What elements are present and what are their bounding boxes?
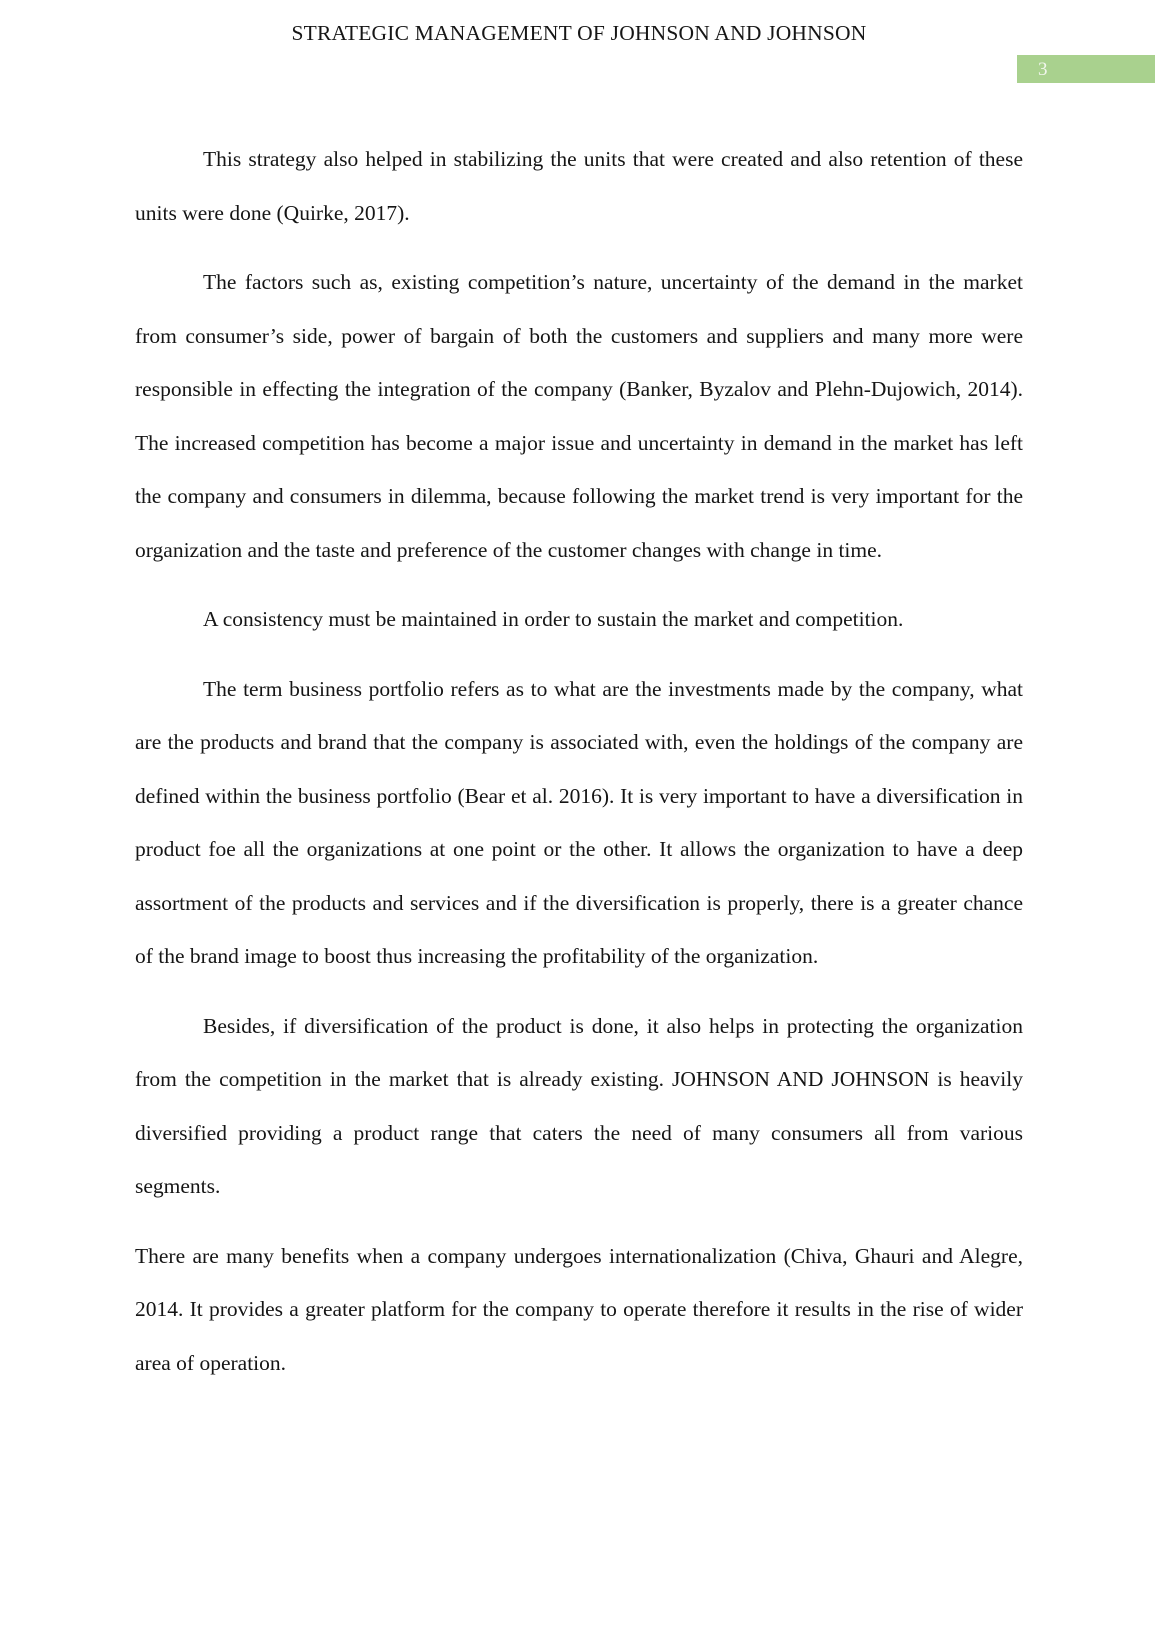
paragraph-1: This strategy also helped in stabilizing the units that were created and also retention of these units were done (Quirke, 2017). — [135, 147, 1023, 225]
page-number-badge — [1017, 55, 1155, 83]
document-body — [135, 133, 1023, 1390]
paragraph-4: The term business portfolio refers as to what are the investments made by the company, what are the products and brand that the company is associated with, even the holdings of the company are defined within the business portfolio (Bear et al. 2016). It is very important to have a diversification in product foe all the organizations at one point or the other. It allows the organization to have a deep assortment of the products and services and if the diversification is properly, there is a greater chance of the brand image to boost thus increasing the profitability of the organization. — [135, 676, 1023, 968]
paragraph-3: A consistency must be maintained in order to sustain the market and competition. — [203, 607, 904, 631]
running-head: STRATEGIC MANAGEMENT OF JOHNSON AND JOHNSON — [291, 21, 867, 45]
paragraph-2: The factors such as, existing competition’s nature, uncertainty of the demand in the market from consumer’s side, power of bargain of both the customers and suppliers and many more were responsible in effecting the integration of the company (Banker, Byzalov and Plehn-Dujowich, 2014). The increased competition has become a major issue and uncertainty in demand in the market has left the company and consumers in dilemma, because following the market trend is very important for the organization and the taste and preference of the customer changes with change in time. — [135, 270, 1023, 562]
paragraph-5: Besides, if diversification of the product is done, it also helps in protecting the organization from the competition in the market that is already existing. JOHNSON AND JOHNSON is heavily diversified providing a product range that caters the need of many consumers all from various segments. — [135, 1013, 1023, 1198]
paragraph-6: There are many benefits when a company undergoes internationalization (Chiva, Ghauri and Alegre, 2014. It provides a greater platform for the company to operate therefore it results in the rise of wider area of operation. — [135, 1243, 1023, 1375]
page-number: 3 — [1038, 58, 1048, 80]
